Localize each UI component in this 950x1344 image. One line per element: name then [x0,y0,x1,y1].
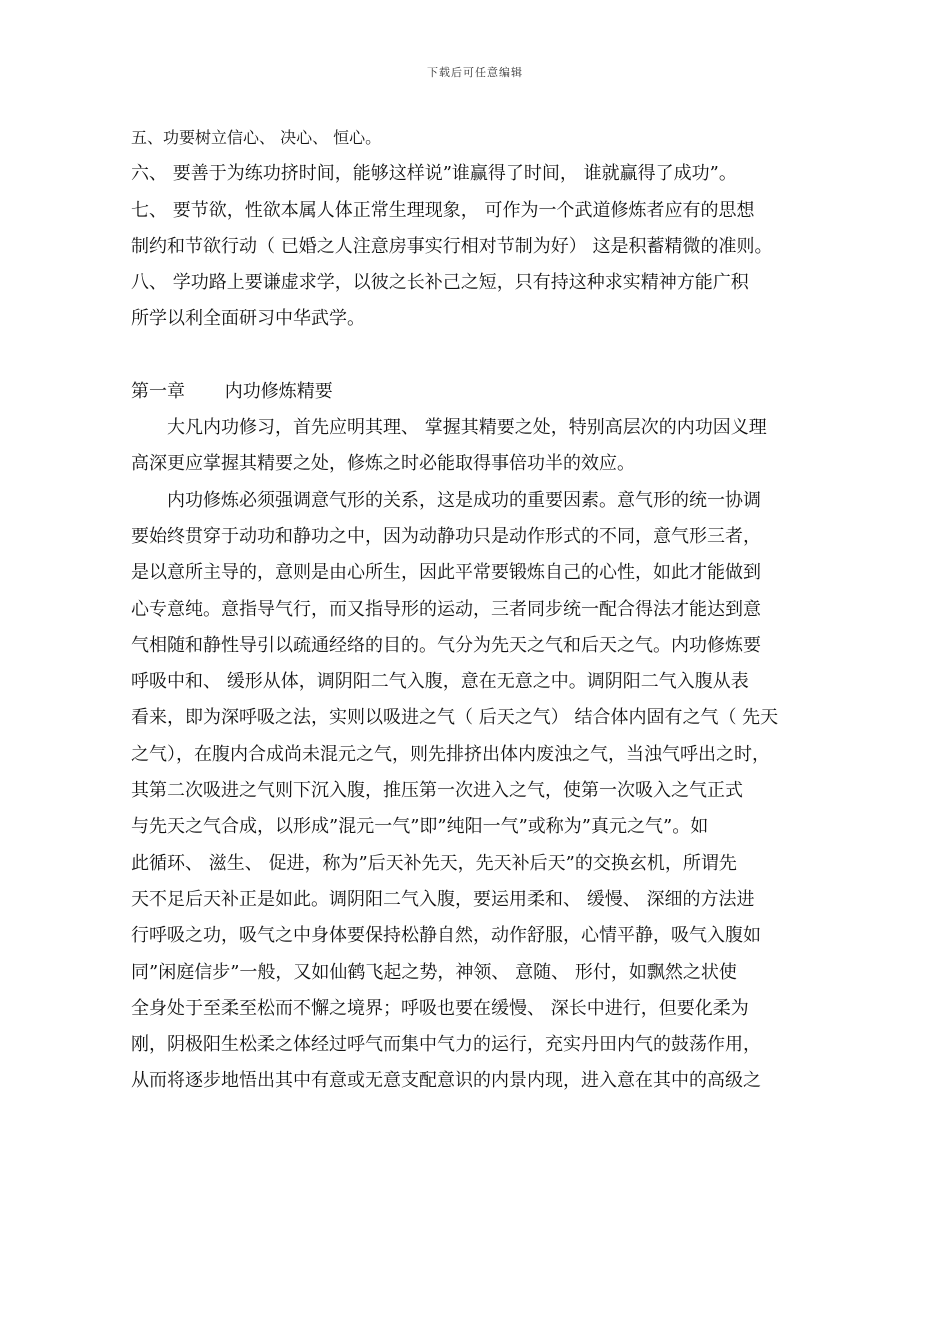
list-item [131,120,821,156]
paragraph-line: 其第二次吸进之气则下沉入腹，推压第一次进入之气，使第一次吸入之气正式 [131,780,743,802]
list-item-line: 制约和节欲行动（ 已婚之人注意房事实行相对节制为好） 这是积蓄精微的准则。 [131,235,773,257]
paragraph-line: 行呼吸之功，吸气之中身体要保持松静自然，动作舒服，心情平静，吸气入腹如 [131,925,761,947]
list-item [131,265,821,338]
paragraph-line: 之气），在腹内合成尚未混元之气，则先排挤出体内废浊之气，当浊气呼出之时， [131,743,770,765]
paragraph-line: 大凡内功修习，首先应明其理、 掌握其精要之处，特别高层次的内功因义理 [167,417,767,439]
paragraph-line: 要始终贯穿于动功和静功之中，因为动静功只是动作形式的不同，意气形三者， [131,525,761,547]
paragraph [131,410,821,483]
paragraph-line: 此循环、 滋生、 促进，称为”后天补先天，先天补后天”的交换玄机，所谓先 [131,852,737,874]
paragraph-line: 刚，阴极阳生松柔之体经过呼气而集中气力的运行，充实丹田内气的鼓荡作用， [131,1034,761,1056]
list-item-line: 六、 要善于为练功挤时间，能够这样说”谁赢得了时间， 谁就赢得了成功”。 [131,163,737,185]
list-item [131,193,821,266]
paragraph [131,483,821,1100]
list-item [131,156,821,192]
paragraph-line: 看来，即为深呼吸之法，实则以吸进之气（ 后天之气） 结合体内固有之气（ 先天 [131,707,779,729]
paragraph-line: 内功修炼必须强调意气形的关系，这是成功的重要因素。意气形的统一协调 [167,489,761,511]
paragraph-line: 心专意纯。意指导气行，而又指导形的运动，三者同步统一配合得法才能达到意 [131,598,761,620]
chapter-title: 内功修炼精要 [224,380,333,402]
paragraph-line: 与先天之气合成，以形成”混元一气”即”纯阳一气”或称为”真元之气”。如 [131,816,709,838]
document-body [131,120,821,1100]
page-header: 下载后可任意编辑 [427,66,523,79]
paragraph-line: 天不足后天补正是如此。调阴阳二气入腹，要运用柔和、 缓慢、 深细的方法进 [131,888,755,910]
spacer [131,338,821,374]
paragraph-line: 高深更应掌握其精要之处，修炼之时必能取得事倍功半的效应。 [131,453,635,475]
paragraph-line: 全身处于至柔至松而不懈之境界；呼吸也要在缓慢、 深长中进行，但要化柔为 [131,997,749,1019]
paragraph-line: 同”闲庭信步”一般，又如仙鹤飞起之势，神领、 意随、 形付，如飘然之状使 [131,961,737,983]
list-item-line: 八、 学功路上要谦虚求学，以彼之长补己之短，只有持这种求实精神方能广积 [131,272,749,294]
list-item-line: 七、 要节欲，性欲本属人体正常生理现象， 可作为一个武道修炼者应有的思想 [131,199,755,221]
paragraph-line: 气相随和静性导引以疏通经络的目的。气分为先天之气和后天之气。内功修炼要 [131,634,761,656]
paragraph-line: 是以意所主导的，意则是由心所生，因此平常要锻炼自己的心性，如此才能做到 [131,562,761,584]
list-item-line: 所学以利全面研习中华武学。 [131,308,365,330]
chapter-number: 第一章 [131,380,185,402]
paragraph-line: 从而将逐步地悟出其中有意或无意支配意识的内景内现，进入意在其中的高级之 [131,1070,761,1092]
chapter-heading [131,374,821,410]
paragraph-line: 呼吸中和、 缓形从体，调阴阳二气入腹，意在无意之中。调阴阳二气入腹从表 [131,671,749,693]
list-item-line: 五、功要树立信心、 决心、 恒心。 [131,128,382,147]
